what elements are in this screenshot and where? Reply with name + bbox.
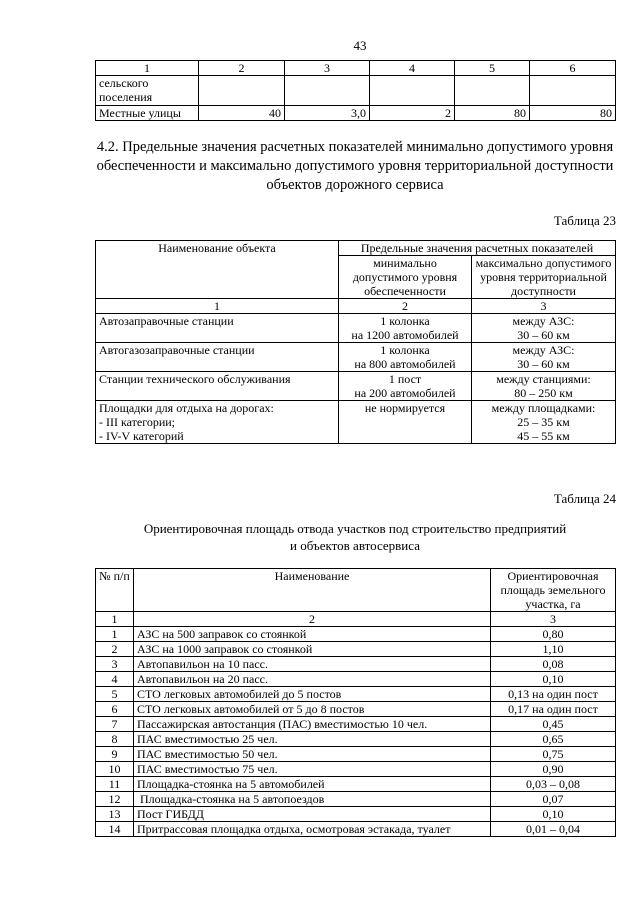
table-cell: 12 (96, 792, 134, 807)
table-row (96, 702, 616, 717)
table-24 (95, 568, 616, 837)
table-cell: 3,0 (285, 106, 370, 121)
table-header-row (96, 241, 616, 256)
cell-line: 1 пост (388, 372, 422, 386)
table-cell: 7 (96, 717, 134, 732)
table-cell: не нормируется (339, 401, 472, 444)
column-header-min: минимально допустимого уровня обеспеченности (339, 256, 472, 299)
cell-line: Площадки для отдыха на дорогах: (99, 401, 274, 415)
table-cell (472, 372, 616, 401)
table-cell: 1 (96, 299, 339, 314)
table-header-row (96, 61, 616, 76)
table-cell: Пост ГИБДД (134, 807, 491, 822)
table-cell: 5 (455, 61, 530, 76)
table-row (96, 343, 616, 372)
table-row (96, 777, 616, 792)
cell-line: 45 – 55 км (517, 429, 570, 443)
table-row (96, 627, 616, 642)
table-row (96, 732, 616, 747)
table-cell: 0,01 – 0,04 (491, 822, 616, 837)
table-cell: 0,08 (491, 657, 616, 672)
cell-line: на 800 автомобилей (354, 357, 456, 371)
table-cell (199, 76, 285, 106)
column-header-max: максимально допустимого уровня территориальной доступности (472, 256, 616, 299)
table-cell: СТО легковых автомобилей до 5 постов (134, 687, 491, 702)
table-cell: 3 (491, 612, 616, 627)
table-cell (96, 401, 339, 444)
table-cell: сельского поселения (96, 76, 199, 106)
table-cell: АЗС на 500 заправок со стоянкой (134, 627, 491, 642)
table-cell: АЗС на 1000 заправок со стоянкой (134, 642, 491, 657)
table-row (96, 314, 616, 343)
caption-line: и объектов автосервиса (290, 538, 420, 553)
column-header-name: Наименование (134, 569, 491, 612)
table-number-row (96, 612, 616, 627)
table-cell: Станции технического обслуживания (96, 372, 339, 401)
table-cell: 0,10 (491, 672, 616, 687)
table-cell (339, 314, 472, 343)
table-row (96, 687, 616, 702)
table-cell: 6 (530, 61, 616, 76)
table-cell (339, 343, 472, 372)
table-row (96, 76, 616, 106)
table-cell (472, 343, 616, 372)
table-cell: 4 (96, 672, 134, 687)
table-row (96, 372, 616, 401)
table-header-row (96, 569, 616, 612)
table-cell: 8 (96, 732, 134, 747)
table-cell: 0,10 (491, 807, 616, 822)
table-cell (472, 314, 616, 343)
cell-line: 1 колонка (380, 343, 430, 357)
table-cell: 0,13 на один пост (491, 687, 616, 702)
table-cell: 3 (285, 61, 370, 76)
table-cell: 0,65 (491, 732, 616, 747)
table-23-label: Таблица 23 (553, 213, 616, 228)
cell-line: между АЗС: (512, 314, 575, 328)
table-row (96, 106, 616, 121)
table-cell: 0,75 (491, 747, 616, 762)
column-header-name: Наименование объекта (96, 241, 339, 299)
table-cell: 11 (96, 777, 134, 792)
table-cell: 6 (96, 702, 134, 717)
table-row (96, 747, 616, 762)
table-cell: 80 (530, 106, 616, 121)
table-row (96, 401, 616, 444)
table-cell (530, 76, 616, 106)
cell-line: 30 – 60 км (517, 328, 570, 342)
table-cell: 14 (96, 822, 134, 837)
table-cell (455, 76, 530, 106)
table-cell: Автогазозаправочные станции (96, 343, 339, 372)
cell-line: - III категории; (99, 415, 176, 429)
table-cell: 5 (96, 687, 134, 702)
table-cell: Площадка-стоянка на 5 автопоездов (134, 792, 491, 807)
cell-line: между площадками: (491, 401, 596, 415)
page-number: 43 (353, 38, 367, 53)
table-cell: 80 (455, 106, 530, 121)
table-cell: 0,80 (491, 627, 616, 642)
cell-line: между АЗС: (512, 343, 575, 357)
table-row (96, 642, 616, 657)
table-cell: 3 (472, 299, 616, 314)
table-24-label: Таблица 24 (553, 491, 616, 506)
table-cell: 13 (96, 807, 134, 822)
table-cell: Пассажирская автостанция (ПАС) вместимостью 10 чел. (134, 717, 491, 732)
cell-line: 80 – 250 км (514, 386, 573, 400)
table-24-caption (95, 520, 615, 554)
table-cell: Автопавильон на 10 пасс. (134, 657, 491, 672)
table-cell: 0,90 (491, 762, 616, 777)
table-cell: 2 (370, 106, 455, 121)
section-heading: 4.2. Предельные значения расчетных показателей минимально допустимого уровня обеспеченности и максимально допустимого уровня территориальной доступности объектов дорожного сервиса (96, 139, 614, 193)
table-cell: ПАС вместимостью 25 чел. (134, 732, 491, 747)
column-header-number: № п/п (96, 569, 134, 612)
cell-line: на 200 автомобилей (354, 386, 456, 400)
table-cell: 2 (199, 61, 285, 76)
table-row (96, 762, 616, 777)
cell-line: между станциями: (496, 372, 591, 386)
cell-line: - IV-V категорий (99, 429, 184, 443)
table-cell: Притрассовая площадка отдыха, осмотровая эстакада, туалет (134, 822, 491, 837)
table-cell: 1 (96, 627, 134, 642)
table-cell (285, 76, 370, 106)
top-table (95, 60, 616, 121)
table-cell: 2 (134, 612, 491, 627)
table-cell: ПАС вместимостью 75 чел. (134, 762, 491, 777)
table-cell (370, 76, 455, 106)
table-cell: ПАС вместимостью 50 чел. (134, 747, 491, 762)
table-cell: Автозаправочные станции (96, 314, 339, 343)
table-cell: Площадка-стоянка на 5 автомобилей (134, 777, 491, 792)
table-cell: 1 (96, 612, 134, 627)
table-cell: 2 (96, 642, 134, 657)
table-cell (339, 372, 472, 401)
cell-line: 30 – 60 км (517, 357, 570, 371)
cell-line: на 1200 автомобилей (351, 328, 459, 342)
table-cell: 3 (96, 657, 134, 672)
table-cell (472, 401, 616, 444)
table-row (96, 822, 616, 837)
table-cell: 0,17 на один пост (491, 702, 616, 717)
table-row (96, 672, 616, 687)
cell-line: 25 – 35 км (517, 415, 570, 429)
table-cell: 0,45 (491, 717, 616, 732)
table-cell: 2 (339, 299, 472, 314)
table-number-row (96, 299, 616, 314)
table-cell: Автопавильон на 20 пасс. (134, 672, 491, 687)
table-row (96, 657, 616, 672)
table-cell: 9 (96, 747, 134, 762)
cell-line: 1 колонка (380, 314, 430, 328)
caption-line: Ориентировочная площадь отвода участков под строительство предприятий (143, 521, 567, 536)
table-row (96, 717, 616, 732)
table-cell: 10 (96, 762, 134, 777)
table-23 (95, 240, 616, 444)
table-cell: 1,10 (491, 642, 616, 657)
table-cell: Местные улицы (96, 106, 199, 121)
table-cell: 1 (96, 61, 199, 76)
column-header-group: Предельные значения расчетных показателей (339, 241, 616, 256)
table-cell: СТО легковых автомобилей от 5 до 8 постов (134, 702, 491, 717)
table-cell: 0,03 – 0,08 (491, 777, 616, 792)
table-cell: 40 (199, 106, 285, 121)
table-cell: 4 (370, 61, 455, 76)
table-cell: 0,07 (491, 792, 616, 807)
column-header-area: Ориентировочная площадь земельного участка, га (491, 569, 616, 612)
table-row (96, 792, 616, 807)
table-row (96, 807, 616, 822)
